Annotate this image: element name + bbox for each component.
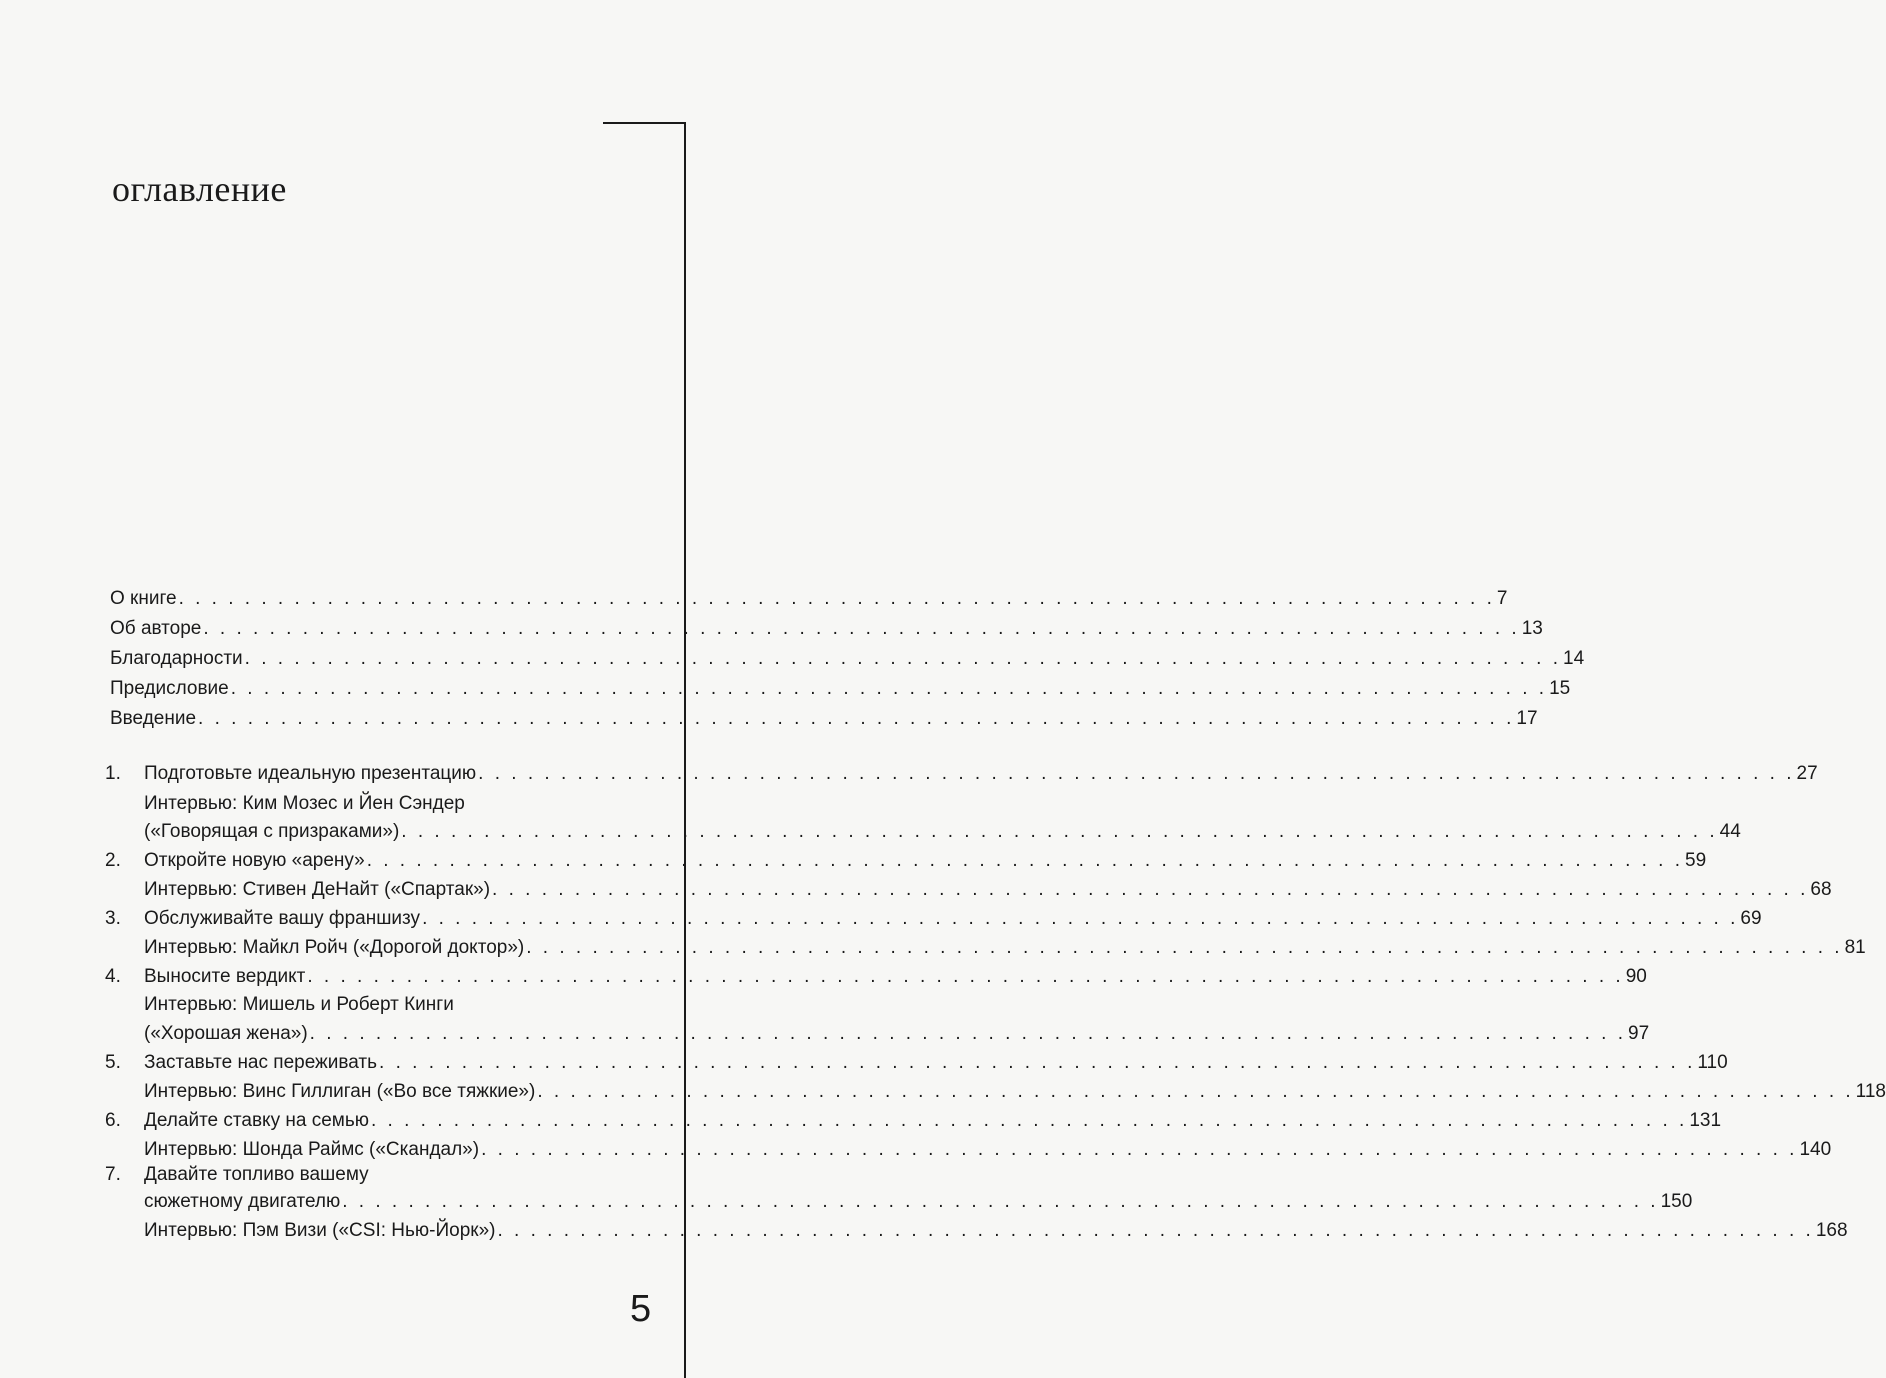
entry-title: Выносите вердикт	[144, 966, 306, 987]
dot-leader: . . . . . . . . . . . . . . . . . . . . . . . . . . . . . . . . . . . . . . . . . . . . . . . . . . . . . . . . . . . . . . . . . . . . . . . . . . . . . . . .	[481, 1139, 1798, 1160]
dot-leader: . . . . . . . . . . . . . . . . . . . . . . . . . . . . . . . . . . . . . . . . . . . . . . . . . . . . . . . . . . . . . . . . . . . . . . . . . . . . . . . .	[342, 1191, 1659, 1212]
toc-entry	[110, 705, 1538, 733]
dot-leader: . . . . . . . . . . . . . . . . . . . . . . . . . . . . . . . . . . . . . . . . . . . . . . . . . . . . . . . . . . . . . . . . . . . . . . . . . . . . . . . .	[497, 1220, 1814, 1241]
entry-page-number: 81	[1844, 937, 1866, 958]
toc-entry	[110, 645, 1585, 673]
entry-title: Заставьте нас переживать	[144, 1052, 378, 1073]
dot-leader: . . . . . . . . . . . . . . . . . . . . . . . . . . . . . . . . . . . . . . . . . . . . . . . . . . . . . . . . . . . . . . . . . . . . . . . . . . . . . . . .	[230, 678, 1548, 699]
toc-row-continuation	[0, 1020, 1650, 1048]
entry-page-number: 140	[1799, 1139, 1832, 1160]
chapter-number: 2.	[105, 850, 121, 871]
toc-row-interview	[0, 790, 787, 818]
entry-title: Интервью: Ким Мозес и Йен Сэндер	[144, 793, 465, 814]
dot-leader: . . . . . . . . . . . . . . . . . . . . . . . . . . . . . . . . . . . . . . . . . . . . . . . . . . . . . . . . . . . . . . . . . . . . . . . . . . . . . . . .	[422, 908, 1739, 929]
chapter-number: 7.	[105, 1164, 121, 1185]
toc-entry	[144, 790, 465, 818]
toc-entry	[144, 1217, 1848, 1245]
entry-page-number: 68	[1810, 879, 1832, 900]
entry-title: Введение	[110, 708, 197, 729]
entry-title: Давайте топливо вашему	[144, 1164, 369, 1185]
toc-entry	[144, 991, 454, 1019]
entry-page-number: 14	[1563, 648, 1585, 669]
entry-page-number: 27	[1796, 763, 1818, 784]
entry-title: Делайте ставку на семью	[144, 1110, 369, 1131]
toc-row-chapter	[0, 1161, 787, 1189]
top-rule	[603, 122, 686, 124]
entry-title: Интервью: Мишель и Роберт Кинги	[144, 994, 454, 1015]
toc-row-front	[0, 675, 1571, 703]
entry-title: Об авторе	[110, 618, 202, 639]
toc-row-front	[0, 645, 1585, 673]
toc-row-front	[0, 705, 1538, 733]
dot-leader: . . . . . . . . . . . . . . . . . . . . . . . . . . . . . . . . . . . . . . . . . . . . . . . . . . . . . . . . . . . . . . . . . . . . . . . . . . . . . . . .	[203, 618, 1520, 639]
entry-title: («Говорящая с призраками»)	[144, 821, 400, 842]
entry-title: Обслуживайте вашу франшизу	[144, 908, 421, 929]
entry-page-number: 90	[1625, 966, 1647, 987]
entry-title: («Хорошая жена»)	[144, 1023, 308, 1044]
toc-entry	[110, 615, 1543, 643]
toc-row-chapter	[0, 905, 1762, 933]
page-title: оглавление	[112, 169, 287, 209]
dot-leader: . . . . . . . . . . . . . . . . . . . . . . . . . . . . . . . . . . . . . . . . . . . . . . . . . . . . . . . . . . . . . . . . . . . . . . . . . . . . . . . .	[537, 1081, 1854, 1102]
entry-title: Интервью: Пэм Визи («CSI: Нью-Йорк»)	[144, 1220, 496, 1241]
toc-entry	[144, 1049, 1728, 1077]
toc-row-chapter	[0, 1049, 1728, 1077]
dot-leader: . . . . . . . . . . . . . . . . . . . . . . . . . . . . . . . . . . . . . . . . . . . . . . . . . . . . . . . . . . . . . . . . . . . . . . . . . . . . . . . .	[379, 1052, 1696, 1073]
entry-title: Подготовьте идеальную презентацию	[144, 763, 477, 784]
toc-entry	[144, 876, 1832, 904]
dot-leader: . . . . . . . . . . . . . . . . . . . . . . . . . . . . . . . . . . . . . . . . . . . . . . . . . . . . . . . . . . . . . . . . . . . . . . . . . . . . . . . .	[478, 763, 1795, 784]
toc-row-chapter	[0, 1107, 1722, 1135]
entry-title: Откройте новую «арену»	[144, 850, 365, 871]
entry-page-number: 118	[1855, 1081, 1886, 1102]
chapter-number: 4.	[105, 966, 121, 987]
entry-page-number: 44	[1719, 821, 1741, 842]
entry-title: Предисловие	[110, 678, 229, 699]
toc-row-interview	[0, 1078, 1886, 1106]
toc-row-chapter	[0, 963, 1647, 991]
chapter-number: 6.	[105, 1110, 121, 1131]
toc-entry	[144, 1188, 1693, 1216]
toc-entry	[110, 675, 1571, 703]
toc-entry	[144, 1107, 1722, 1135]
dot-leader: . . . . . . . . . . . . . . . . . . . . . . . . . . . . . . . . . . . . . . . . . . . . . . . . . . . . . . . . . . . . . . . . . . . . . . . . . . . . . . . .	[307, 966, 1624, 987]
toc-entry	[144, 905, 1762, 933]
entry-page-number: 15	[1549, 678, 1571, 699]
dot-leader: . . . . . . . . . . . . . . . . . . . . . . . . . . . . . . . . . . . . . . . . . . . . . . . . . . . . . . . . . . . . . . . . . . . . . . . . . . . . . . . .	[526, 937, 1843, 958]
entry-title: Благодарности	[110, 648, 243, 669]
toc-row-chapter	[0, 760, 1818, 788]
dot-leader: . . . . . . . . . . . . . . . . . . . . . . . . . . . . . . . . . . . . . . . . . . . . . . . . . . . . . . . . . . . . . . . . . . . . . . . . . . . . . . . .	[178, 588, 1495, 609]
toc-row-front	[0, 615, 1543, 643]
entry-page-number: 150	[1660, 1191, 1693, 1212]
toc-row-interview	[0, 934, 1866, 962]
entry-page-number: 13	[1521, 618, 1543, 639]
entry-title: Интервью: Стивен ДеНайт («Спартак»)	[144, 879, 491, 900]
toc-entry	[144, 1078, 1886, 1106]
dot-leader: . . . . . . . . . . . . . . . . . . . . . . . . . . . . . . . . . . . . . . . . . . . . . . . . . . . . . . . . . . . . . . . . . . . . . . . . . . . . . . . .	[370, 1110, 1688, 1131]
toc-entry	[144, 818, 1741, 846]
toc-entry	[144, 934, 1866, 962]
toc-row-chapter	[0, 847, 1707, 875]
toc-row-interview	[0, 1136, 1832, 1164]
entry-title: Интервью: Шонда Раймс («Скандал»)	[144, 1139, 480, 1160]
entry-page-number: 97	[1628, 1023, 1650, 1044]
toc-entry	[144, 963, 1647, 991]
dot-leader: . . . . . . . . . . . . . . . . . . . . . . . . . . . . . . . . . . . . . . . . . . . . . . . . . . . . . . . . . . . . . . . . . . . . . . . . . . . . . . . .	[244, 648, 1562, 669]
toc-entry	[144, 847, 1707, 875]
toc-entry	[144, 1136, 1832, 1164]
toc-row-continuation	[0, 818, 1741, 846]
entry-page-number: 131	[1689, 1110, 1722, 1131]
toc-row-interview	[0, 991, 787, 1019]
dot-leader: . . . . . . . . . . . . . . . . . . . . . . . . . . . . . . . . . . . . . . . . . . . . . . . . . . . . . . . . . . . . . . . . . . . . . . . . . . . . . . . .	[198, 708, 1515, 729]
toc-row-front	[0, 585, 1508, 613]
toc-entry	[144, 760, 1818, 788]
toc-entry	[144, 1161, 369, 1189]
dot-leader: . . . . . . . . . . . . . . . . . . . . . . . . . . . . . . . . . . . . . . . . . . . . . . . . . . . . . . . . . . . . . . . . . . . . . . . . . . . . . . . .	[492, 879, 1809, 900]
chapter-number: 3.	[105, 908, 121, 929]
dot-leader: . . . . . . . . . . . . . . . . . . . . . . . . . . . . . . . . . . . . . . . . . . . . . . . . . . . . . . . . . . . . . . . . . . . . . . . . . . . . . . . .	[401, 821, 1718, 842]
dot-leader: . . . . . . . . . . . . . . . . . . . . . . . . . . . . . . . . . . . . . . . . . . . . . . . . . . . . . . . . . . . . . . . . . . . . . . . . . . . . . . . .	[309, 1023, 1627, 1044]
entry-page-number: 69	[1740, 908, 1762, 929]
toc-row-interview	[0, 876, 1832, 904]
page-number: 5	[630, 1288, 652, 1330]
entry-page-number: 59	[1685, 850, 1707, 871]
entry-title: Интервью: Винс Гиллиган («Во все тяжкие»)	[144, 1081, 536, 1102]
chapter-number: 5.	[105, 1052, 121, 1073]
toc-row-interview	[0, 1217, 1848, 1245]
entry-page-number: 110	[1697, 1052, 1728, 1073]
toc-entry	[110, 585, 1508, 613]
entry-page-number: 7	[1496, 588, 1508, 609]
entry-title: Интервью: Майкл Ройч («Дорогой доктор»)	[144, 937, 525, 958]
entry-title: О книге	[110, 588, 177, 609]
entry-page-number: 168	[1815, 1220, 1848, 1241]
chapter-number: 1.	[105, 763, 121, 784]
dot-leader: . . . . . . . . . . . . . . . . . . . . . . . . . . . . . . . . . . . . . . . . . . . . . . . . . . . . . . . . . . . . . . . . . . . . . . . . . . . . . . . .	[366, 850, 1684, 871]
toc-entry	[144, 1020, 1650, 1048]
toc-row-continuation	[0, 1188, 1693, 1216]
entry-page-number: 17	[1516, 708, 1538, 729]
entry-title: сюжетному двигателю	[144, 1191, 341, 1212]
